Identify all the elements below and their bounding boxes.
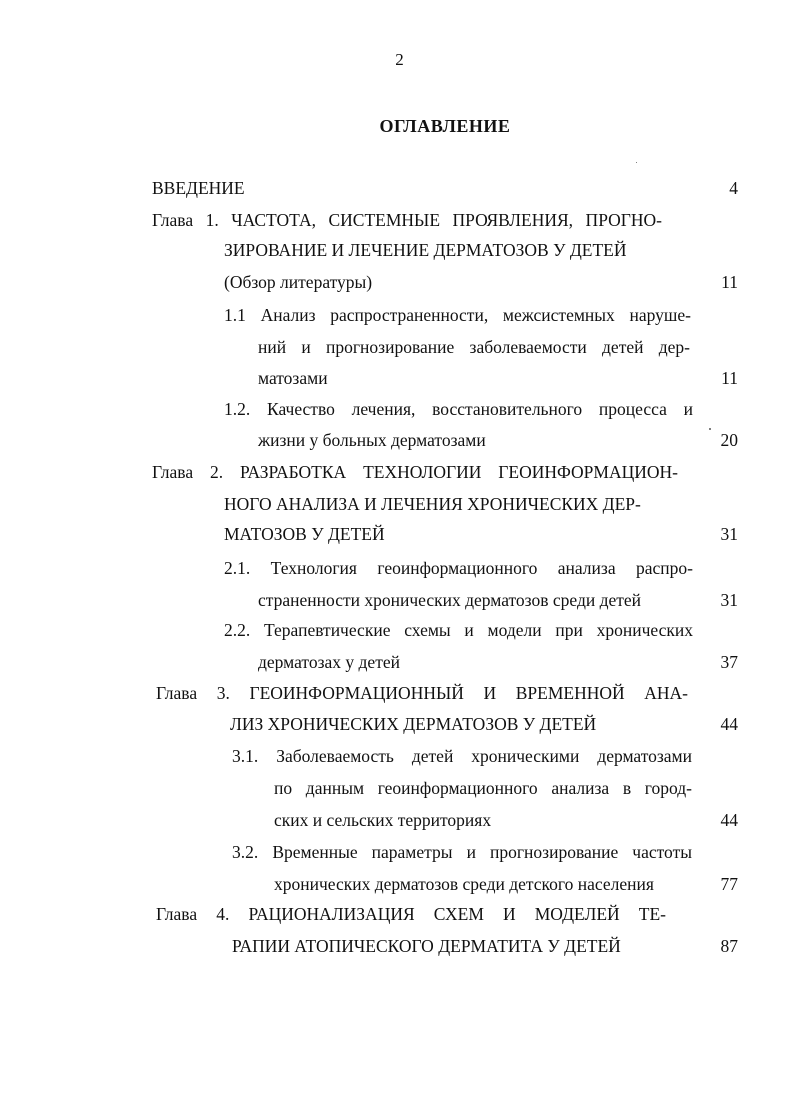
toc-entry-page: 31 <box>720 590 738 610</box>
toc-entry-text: ЛИЗ ХРОНИЧЕСКИХ ДЕРМАТОЗОВ У ДЕТЕЙ <box>230 714 597 734</box>
toc-entry-text: (Обзор литературы) <box>224 272 373 292</box>
toc-entry-text: ЗИРОВАНИЕ И ЛЕЧЕНИЕ ДЕРМАТОЗОВ У ДЕТЕЙ <box>224 240 627 260</box>
toc-entry-text: 1.2. Качество лечения, восстановительного процесса и <box>224 399 693 419</box>
toc-entry-text: хронических дерматозов среди детского населения <box>274 874 654 894</box>
toc-entry-page: 44 <box>720 810 738 830</box>
toc-entry-page: 20 <box>720 430 738 450</box>
toc-entry-text: Глава 4. РАЦИОНАЛИЗАЦИЯ СХЕМ И МОДЕЛЕЙ ТЕ- <box>156 904 666 924</box>
toc-entry-text: по данным геоинформационного анализа в город- <box>274 778 692 798</box>
toc-entry-text: Глава 2. РАЗРАБОТКА ТЕХНОЛОГИИ ГЕОИНФОРМАЦИОН- <box>152 462 678 482</box>
toc-entry-page: 44 <box>720 714 738 734</box>
toc-entry-page: 37 <box>720 652 738 672</box>
toc-entry-text: Глава 3. ГЕОИНФОРМАЦИОННЫЙ И ВРЕМЕННОЙ АНА- <box>156 683 688 703</box>
scan-speck <box>636 162 637 163</box>
toc-entry-text: 3.1. Заболеваемость детей хроническими дерматозами <box>232 746 692 766</box>
toc-entry-text: 2.1. Технология геоинформационного анализа распро- <box>224 558 693 578</box>
toc-entry-text: ВВЕДЕНИЕ <box>152 178 245 198</box>
toc-entry-text: РАПИИ АТОПИЧЕСКОГО ДЕРМАТИТА У ДЕТЕЙ <box>232 936 621 956</box>
toc-entry-text: дерматозах у детей <box>258 652 400 672</box>
toc-entry-page: 77 <box>720 874 738 894</box>
toc-entry-page: 4 <box>729 178 738 198</box>
page-title: ОГЛАВЛЕНИЕ <box>379 116 511 136</box>
toc-entry-text: Глава 1. ЧАСТОТА, СИСТЕМНЫЕ ПРОЯВЛЕНИЯ, ПРОГНО- <box>152 210 662 230</box>
toc-entry-text: 1.1 Анализ распространенности, межсистемных наруше- <box>224 305 691 325</box>
toc-entry-page: 11 <box>721 272 738 292</box>
toc-entry-page: 31 <box>720 524 738 544</box>
toc-entry-text: страненности хронических дерматозов среди детей <box>258 590 642 610</box>
page-number: 2 <box>395 50 404 69</box>
toc-entry-text: 2.2. Терапевтические схемы и модели при хронических <box>224 620 693 640</box>
toc-entry-text: НОГО АНАЛИЗА И ЛЕЧЕНИЯ ХРОНИЧЕСКИХ ДЕР- <box>224 494 641 514</box>
toc-entry-page: 11 <box>721 368 738 388</box>
toc-entry-text: 3.2. Временные параметры и прогнозирование частоты <box>232 842 692 862</box>
scan-speck <box>709 428 711 430</box>
toc-entry-text: ний и прогнозирование заболеваемости детей дер- <box>258 337 690 357</box>
toc-entry-text: жизни у больных дерматозами <box>258 430 486 450</box>
toc-entry-page: 87 <box>720 936 738 956</box>
toc-entry-text: МАТОЗОВ У ДЕТЕЙ <box>224 524 385 544</box>
toc-entry-text: ских и сельских территориях <box>274 810 492 830</box>
toc-entry-text: матозами <box>258 368 328 388</box>
